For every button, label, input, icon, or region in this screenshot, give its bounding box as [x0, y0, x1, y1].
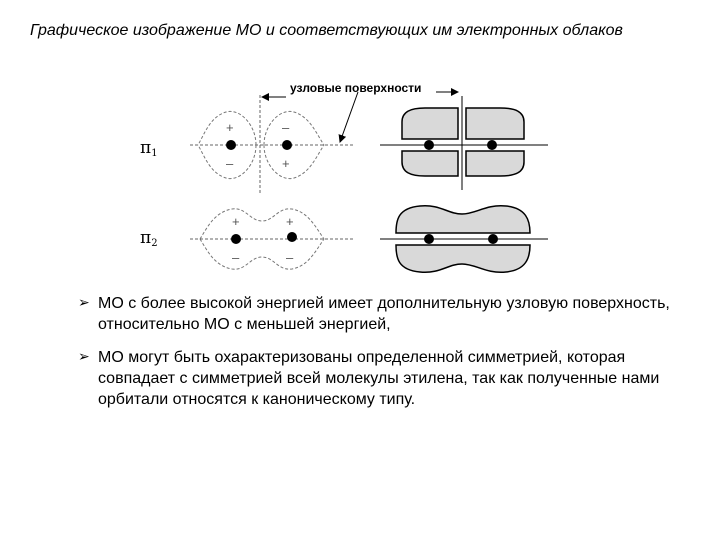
arrow-bullet-icon: ➢: [78, 295, 90, 311]
bullet-list: [78, 293, 678, 422]
bullet-item: [78, 293, 678, 335]
pi2-sign-plus-left: +: [232, 214, 240, 229]
pi1-orbital-lobes: [190, 95, 355, 195]
nodal-arrow-down: [340, 92, 358, 142]
pi1-sign-minus-right: –: [282, 120, 290, 135]
bullet-item: [78, 347, 678, 410]
pi2-electron-cloud: [380, 206, 548, 273]
pi2-sign-plus-right: +: [286, 214, 294, 229]
nodal-surfaces-label: узловые поверхности: [290, 81, 422, 95]
pi2-label: π2: [140, 228, 158, 249]
pi1-label: π1: [140, 138, 158, 159]
pi1-sign-minus-left: –: [226, 156, 234, 171]
pi2-sign-minus-left: –: [232, 250, 240, 265]
bullet-text: МО могут быть охарактеризованы определенной симметрией, которая совпадает с симметрией всей молекулы этилена, так как полученные нами орбитали относятся к каноническому типу.: [98, 349, 660, 408]
arrow-bullet-icon: ➢: [78, 349, 90, 365]
pi1-sign-plus-left: +: [226, 120, 234, 135]
pi2-sign-minus-right: –: [286, 250, 294, 265]
bullet-text: МО с более высокой энергией имеет дополнительную узловую поверхность, относительно МО с меньшей энергией,: [98, 295, 670, 333]
slide-title: Графическое изображение МО и соответствующих им электронных облаков: [30, 22, 623, 39]
pi1-sign-plus-right: +: [282, 156, 290, 171]
pi2-orbital-lobes: [190, 209, 355, 269]
pi1-electron-cloud: [380, 96, 548, 190]
